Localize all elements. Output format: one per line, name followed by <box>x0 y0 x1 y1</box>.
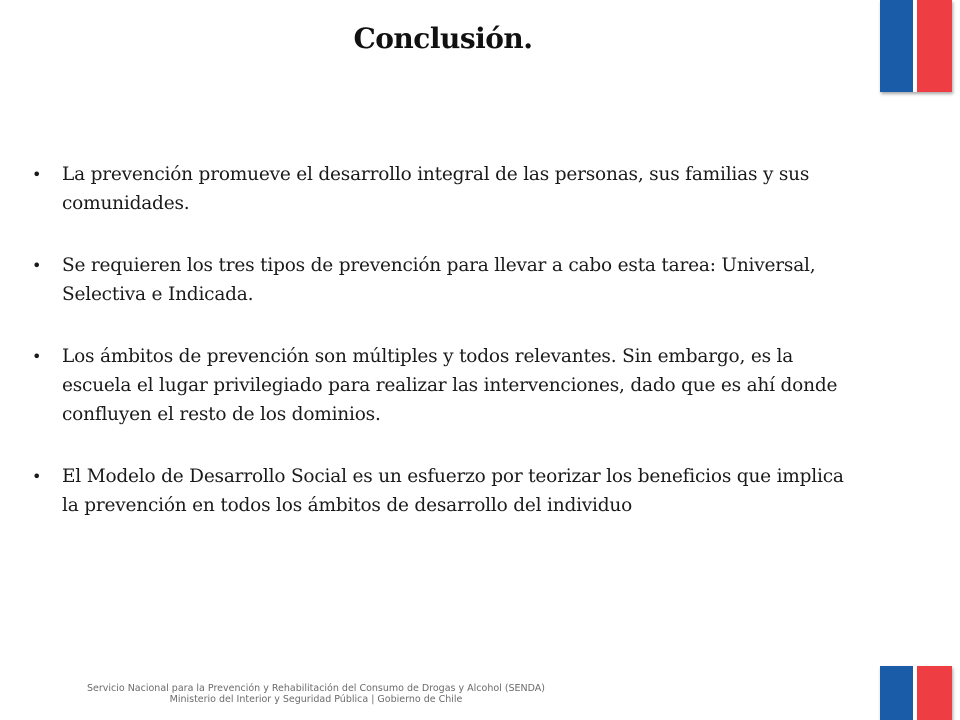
bullet-text: Los ámbitos de prevención son múltiples y todos relevantes. Sin embargo, es la escuela el lugar privilegiado para realizar las intervenciones, dado que es ahí donde confluyen el resto de los dominios. <box>62 346 838 425</box>
flag-red-stripe <box>917 0 952 92</box>
bullet-text: La prevención promueve el desarrollo integral de las personas, sus familias y sus comunidades. <box>62 164 810 214</box>
bullet-list <box>32 160 852 553</box>
flag-blue-stripe <box>880 666 913 720</box>
bullet-marker: • <box>32 256 42 275</box>
flag-logo-bottom <box>880 666 952 720</box>
footer <box>0 683 632 705</box>
bullet-text: Se requieren los tres tipos de prevención para llevar a cabo esta tarea: Universal, Selectiva e Indicada. <box>62 255 816 305</box>
bullet-marker: • <box>32 347 42 366</box>
bullet-item <box>32 462 852 520</box>
bullet-item <box>32 251 852 309</box>
footer-line-ministry: Ministerio del Interior y Seguridad Pública | Gobierno de Chile <box>169 694 463 705</box>
flag-red-stripe <box>917 666 952 720</box>
footer-line-agency: Servicio Nacional para la Prevención y Rehabilitación del Consumo de Drogas y Alcohol (SENDA) <box>86 683 546 694</box>
flag-logo-top <box>880 0 952 92</box>
slide-title: Conclusión. <box>353 22 533 55</box>
bullet-marker: • <box>32 467 42 486</box>
bullet-item <box>32 342 852 429</box>
bullet-item <box>32 160 852 218</box>
bullet-marker: • <box>32 165 42 184</box>
bullet-text: El Modelo de Desarrollo Social es un esfuerzo por teorizar los beneficios que implica la prevención en todos los ámbitos de desarrollo del individuo <box>62 466 844 516</box>
